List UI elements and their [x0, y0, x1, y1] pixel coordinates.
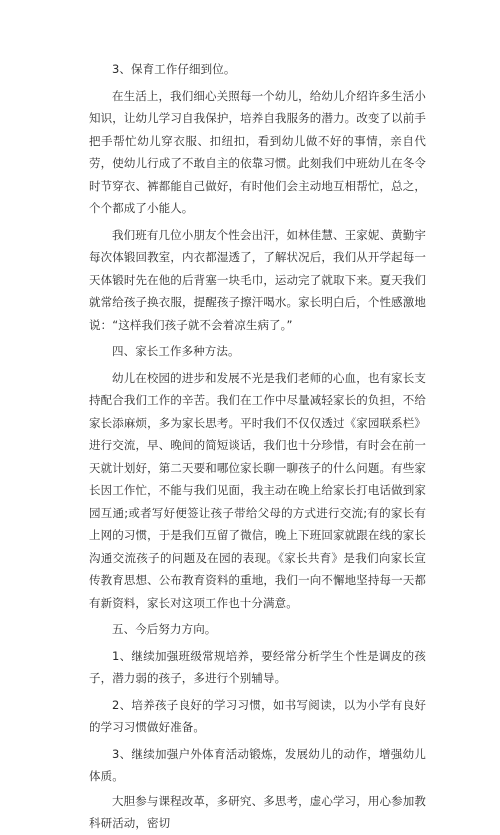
paragraph-curriculum-reform: 大胆参与课程改革，多研究、多思考，虚心学习，用心参加教科研活动，密切 — [89, 793, 426, 830]
paragraph-parent-communication: 幼儿在校园的进步和发展不光是我们老师的心血，也有家长支持配合我们工作的辛苦。我们在工作中尽量减轻家长的负担，不给家长添麻烦，多为家长思考。平时我们不仅仅透过《家园联系栏》进行交流，早、晚间的简短谈话，我们也十分珍惜，有时会在前一天就计划好，第二天要和哪位家长聊一聊孩子的什么问题。有些家长因工作忙，不能与我们见面，我主动在晚上给家长打电话做到家园互通;或者写好便签让孩子带给父母的方式进行交流;有的家长有上网的习惯，于是我们互留了微信，晚上下班回家就跟在线的家长沟通交流孩子的问题及在园的表现。《家长共育》是我们向家长宣传教育思想、公布教育资料的重地，我们一向不懈地坚持每一天都有新资料，家长对这项工作也十分满意。 — [89, 370, 426, 610]
section-heading-future-direction: 五、今后努力方向。 — [112, 622, 217, 636]
paragraph-life-care: 在生活上，我们细心关照每一个幼儿，给幼儿介绍许多生活小知识，让幼儿学习自我保护，培养自我服务的潜力。改变了以前手把手帮忙幼儿穿衣服、扣纽扣，看到幼儿做不好的事情，亲自代劳，使幼儿行成了不敢自主的依靠习惯。此刻我们中班幼儿在冬令时节穿衣、裤都能自己做好，有时他们会主动地互相帮忙，总之，个个都成了小能人。 — [89, 88, 426, 215]
section-heading-childcare: 3、保育工作仔细到位。 — [112, 62, 236, 76]
list-item-routine-training: 1、继续加强班级常规培养，要经常分析学生个性是调皮的孩子，潜力弱的孩子，多进行个别辅导。 — [89, 648, 426, 685]
paragraph-sweat-care: 我们班有几位小朋友个性会出汗，如林佳慧、王家妮、黄勤宇每次体锻回教室，内衣都湿透了，了解状况后，我们从开学起每一天体锻时先在他的后背塞一块毛巾，运动完了就取下来。夏天我们就常给孩子换衣服，提醒孩子擦汗喝水。家长明白后，个性感激地说：“这样我们孩子就不会着凉生病了。” — [89, 227, 426, 332]
list-item-outdoor-activity: 3、继续加强户外体育活动锻炼，发展幼儿的动作，增强幼儿体质。 — [89, 746, 426, 783]
document-body — [89, 58, 426, 835]
list-item-study-habits: 2、培养孩子良好的学习习惯，如书写阅读，以为小学有良好的学习习惯做好准备。 — [89, 697, 426, 734]
section-heading-parent-work: 四、家长工作多种方法。 — [112, 344, 240, 358]
